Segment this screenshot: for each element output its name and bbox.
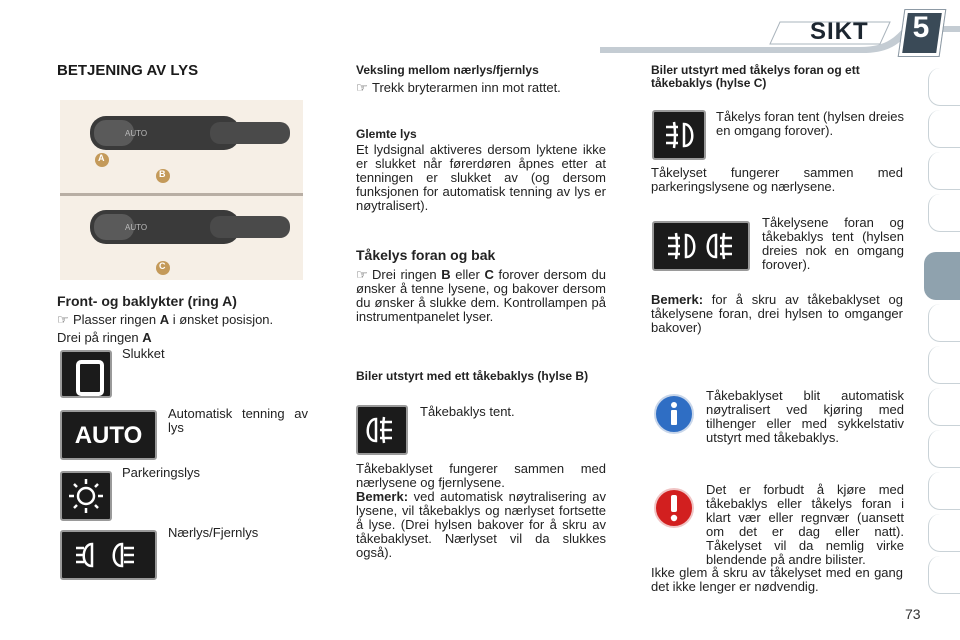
warning-text: Det er forbudt å kjøre med tåkebaklys eller tåkelys foran i klart vær eller regnvær (uansett om det er dag eller natt). Tåkelyset vil da nemlig virke blendende på andre bilister.	[706, 482, 904, 567]
position-label: Parkeringslys	[122, 465, 201, 480]
info-text: Tåkebaklyset blit automatisk nøytralisert ved kjøring med tilhenger eller med sykkelstativ utstyrt med tåkebaklys.	[706, 388, 904, 445]
glemte-text: Et lydsignal aktiveres dersom lyktene ikke er slukket når førerdøren åpnes etter at tenningen er slukket av (og dersom funksjonen for automatisk tenning av lys er nøytralisert).	[356, 142, 606, 213]
off-icon	[60, 350, 112, 398]
section-title: BETJENING AV LYS	[57, 62, 199, 79]
glemte-title: Glemte lys	[356, 127, 417, 141]
label-a: A	[98, 153, 105, 163]
label-c: C	[159, 261, 166, 271]
veksling-text: ☞ Trekk bryterarmen inn mot rattet.	[356, 80, 561, 95]
front-fog-text: Tåkelys foran tent (hylsen dreies en omgang forover).	[716, 109, 904, 138]
chapter-tab[interactable]	[928, 346, 960, 384]
hand-pointer-icon: ☞	[356, 80, 368, 95]
info-icon	[652, 392, 696, 436]
taakelys-text: ☞ Drei ringen B eller C forover dersom du ønsker å tenne lysene, og bakover dersom du ønsker å slukke dem. Kontrollampen på instrumentpanelet lyser.	[356, 267, 606, 324]
chapter-tab[interactable]	[928, 110, 960, 148]
position-label: Automatisk tenning av lys	[168, 406, 308, 435]
subsection-title: Front- og baklykter (ring A)	[57, 293, 237, 309]
warning-icon	[652, 486, 696, 530]
hand-pointer-icon: ☞	[356, 267, 368, 282]
page-number: 73	[905, 606, 921, 622]
taakelys-title: Tåkelys foran og bak	[356, 247, 496, 263]
both-fog-text: Tåkelysene foran og tåkebaklys tent (hylsen dreies nok en omgang forover).	[762, 215, 904, 272]
hand-pointer-icon: ☞	[57, 312, 69, 327]
ringb-title: Biler utstyrt med ett tåkebaklys (hylse B)	[356, 369, 589, 383]
chapter-tab[interactable]	[928, 430, 960, 468]
chapter-tab[interactable]	[928, 152, 960, 190]
ringc-title: Biler utstyrt med tåkelys foran og ett tåkebaklys (hylse C)	[651, 63, 860, 90]
svg-text:AUTO: AUTO	[125, 129, 148, 138]
chapter-number: 5	[912, 11, 930, 44]
bemerk-text: Bemerk: for å skru av tåkebaklyset og tåkelysene foran, drei hylsen to omganger bakover)	[651, 292, 903, 335]
front-fog-icon	[652, 110, 706, 160]
chapter-tab[interactable]	[928, 388, 960, 426]
veksling-title: Veksling mellom nærlys/fjernlys	[356, 63, 539, 77]
front-rear-fog-icon	[652, 221, 750, 271]
instruction-text: Drei på ringen A	[57, 330, 152, 345]
chapter-tab[interactable]	[928, 68, 960, 106]
ringb-note: Bemerk: ved automatisk nøytralisering av lysene, vil tåkebaklys og nærlyset fortsette å lyse. (Drei hylsen bakover for å skru av tåkebaklyset. Nærlyset vil da slukkes også).	[356, 489, 606, 560]
svg-text:AUTO: AUTO	[125, 223, 148, 232]
chapter-title: SIKT	[810, 18, 869, 45]
warning-text-2: Ikke glem å skru av tåkelyset med en gang det ikke lenger er nødvendig.	[651, 565, 903, 594]
headlamp-icon	[60, 530, 157, 580]
chapter-tab-active[interactable]	[924, 252, 960, 300]
position-label: Slukket	[122, 346, 165, 361]
chapter-tab[interactable]	[928, 194, 960, 232]
front-fog-note: Tåkelyset fungerer sammen med parkeringslysene og nærlysene.	[651, 165, 903, 194]
instruction-bullet: ☞ Plasser ringen A i ønsket posisjon.	[57, 312, 274, 327]
ringb-text: Tåkebaklyset fungerer sammen med nærlysene og fjernlysene.	[356, 461, 606, 490]
label-b: B	[159, 169, 166, 179]
chapter-tab[interactable]	[928, 472, 960, 510]
sun-icon	[60, 471, 112, 521]
position-label: Nærlys/Fjernlys	[168, 525, 259, 540]
stalk-illustration	[60, 100, 303, 280]
header-banner	[0, 0, 960, 60]
chapter-tab[interactable]	[928, 556, 960, 594]
auto-icon: AUTO	[60, 410, 157, 460]
ringb-icon-text: Tåkebaklys tent.	[420, 404, 515, 419]
chapter-tab[interactable]	[928, 304, 960, 342]
chapter-tab[interactable]	[928, 514, 960, 552]
rear-fog-icon	[356, 405, 408, 455]
